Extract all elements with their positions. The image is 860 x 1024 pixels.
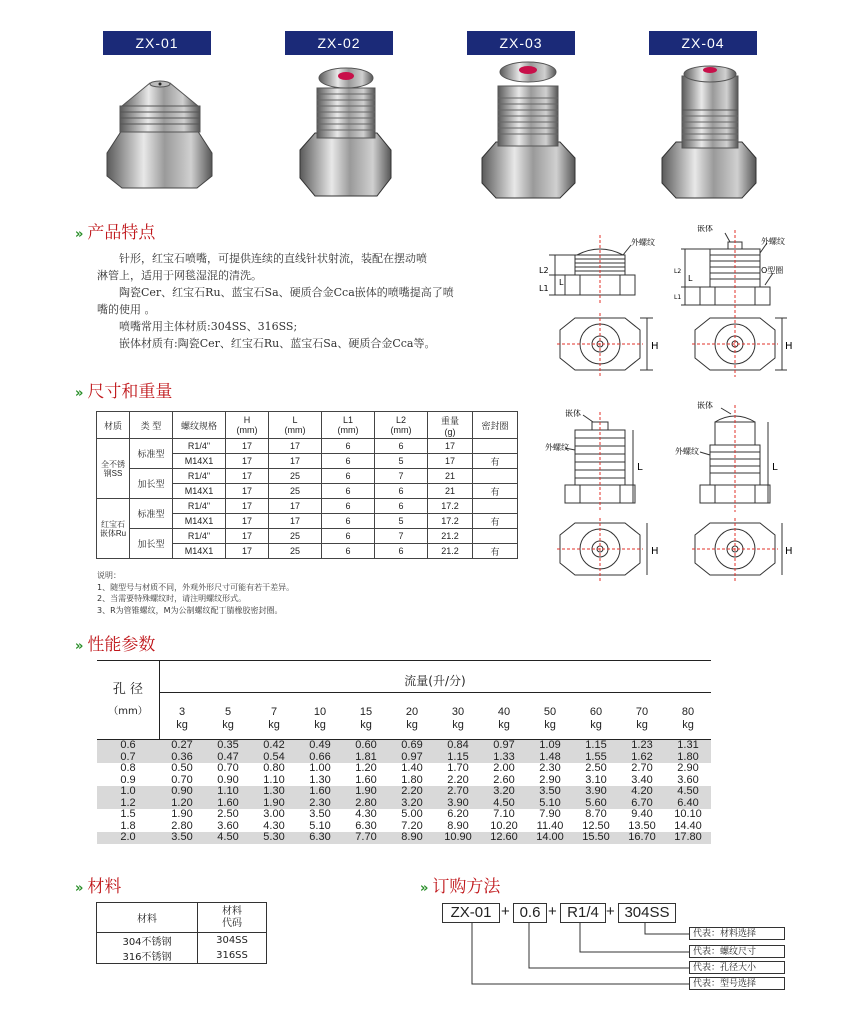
table-row: M14X1 17 17 6 5 17 有: [97, 454, 518, 469]
table-row: [97, 809, 711, 821]
flow-cell: 6.30: [297, 832, 343, 844]
flow-cell: 6.40: [665, 798, 711, 810]
bore-cell: 0.7: [97, 752, 159, 764]
table-row: [97, 763, 711, 775]
order-code-bore: 代表：孔径大小: [689, 961, 785, 974]
flow-cell: 4.50: [481, 798, 527, 810]
label-l: L: [559, 278, 564, 287]
flow-cell: 3.20: [389, 798, 435, 810]
drawing-extended: [535, 400, 795, 590]
label-outer-thread: 外螺纹: [675, 447, 699, 456]
flow-cell: 2.30: [297, 798, 343, 810]
flow-cell: 1.20: [355, 762, 377, 774]
chevron-icon: »: [420, 881, 427, 896]
flow-label: 流量(升/分): [404, 674, 466, 688]
bore-cell: 1.8: [120, 819, 136, 832]
bore-label: 孔 径: [112, 682, 144, 697]
flow-cell: 1.81: [343, 752, 389, 764]
flow-cell: 4.20: [619, 786, 665, 798]
label-h: H: [651, 546, 659, 557]
drawing-standard-side-top: [535, 225, 795, 395]
flow-cell: 3.10: [585, 773, 607, 786]
flow-cell: 2.80: [343, 798, 389, 810]
order-code-thread: 代表：螺纹尺寸: [689, 945, 785, 958]
flow-cell: 0.70: [171, 773, 193, 786]
chevron-icon: »: [75, 881, 82, 896]
pressure-header-cell: 7 kg: [268, 706, 280, 731]
label-insert: 嵌体: [565, 409, 581, 418]
table-row: 304不锈钢 304SS: [97, 933, 267, 949]
flow-cell: 0.47: [205, 752, 251, 764]
model-label-zx03: ZX-03: [467, 31, 575, 55]
section-title-dimensions: » 尺寸和重量: [75, 382, 173, 402]
flow-cell: 3.00: [263, 808, 285, 820]
pressure-header-cell: 80 kg: [681, 706, 695, 731]
flow-cell: 0.90: [159, 786, 205, 798]
features-line: 针形，红宝石喷嘴，可提供连续的直线针状射流，装配在摆动喷: [119, 252, 427, 265]
bore-cell: 1.0: [97, 786, 159, 798]
flow-cell: 1.90: [171, 808, 193, 820]
pressure-header-cell: 3 kg: [176, 706, 188, 731]
flow-cell: 1.80: [401, 773, 423, 786]
pressure-header-cell: 15 kg: [359, 706, 373, 731]
flow-cell: 1.33: [481, 752, 527, 764]
flow-cell: 2.00: [493, 762, 515, 774]
flow-cell: 10.90: [435, 832, 481, 844]
order-material: 304SS: [618, 903, 676, 923]
plus-sign: +: [548, 903, 557, 920]
flow-cell: 13.50: [628, 819, 656, 832]
flow-cell: 1.62: [619, 752, 665, 764]
flow-cell: 7.20: [401, 819, 423, 832]
flow-cell: 0.97: [481, 740, 527, 752]
bore-cell: 1.2: [97, 798, 159, 810]
type-cell: 标准型: [130, 499, 173, 529]
type-cell: 加长型: [130, 469, 173, 499]
material-cell: 全不锈钢SS: [97, 439, 130, 499]
dim-header: L (mm): [269, 412, 322, 439]
flow-cell: 0.80: [263, 762, 285, 774]
performance-table: [97, 740, 711, 844]
pressure-header: [159, 706, 711, 736]
flow-cell: 2.70: [435, 786, 481, 798]
flow-cell: 5.10: [309, 819, 331, 832]
label-outer-thread: 外螺纹: [761, 237, 785, 246]
flow-cell: 5.00: [401, 808, 423, 820]
flow-cell: 3.40: [631, 773, 653, 786]
flow-cell: 0.69: [389, 740, 435, 752]
table-row: 加长型 R1/4" 17 25 6 7 21.2: [97, 529, 518, 544]
flow-cell: 5.30: [251, 832, 297, 844]
flow-cell: 1.09: [527, 740, 573, 752]
label-l1: L1: [539, 284, 549, 293]
dim-header: 重量 (g): [428, 412, 473, 439]
table-row: 全不锈钢SS 标准型 R1/4" 17 17 6 6 17: [97, 439, 518, 454]
bore-unit: （mm）: [108, 706, 148, 717]
flow-cell: 2.60: [493, 773, 515, 786]
label-h: H: [785, 546, 793, 557]
flow-cell: 0.27: [159, 740, 205, 752]
flow-cell: 0.66: [297, 752, 343, 764]
note-line: 说明：: [97, 571, 121, 580]
flow-cell: 0.54: [251, 752, 297, 764]
nozzle-photo-zx04: [660, 58, 760, 208]
table-row: 红宝石嵌体Ru 标准型 R1/4" 17 17 6 6 17.2: [97, 499, 518, 514]
flow-cell: 2.50: [217, 808, 239, 820]
pressure-header-cell: 20 kg: [405, 706, 419, 731]
dimensions-table: [96, 411, 518, 559]
flow-cell: 0.36: [159, 752, 205, 764]
mat-header: 材料: [97, 903, 198, 933]
flow-cell: 6.70: [619, 798, 665, 810]
label-l: L: [772, 462, 778, 473]
flow-cell: 1.90: [251, 798, 297, 810]
dim-header: 密封圈: [473, 412, 518, 439]
flow-cell: 3.60: [677, 773, 699, 786]
flow-cell: 4.50: [665, 786, 711, 798]
flow-cell: 8.90: [389, 832, 435, 844]
note-line: 2、当需要特殊螺纹时，请注明螺纹形式。: [97, 594, 247, 603]
section-title-performance: » 性能参数: [75, 635, 156, 655]
flow-cell: 10.20: [490, 819, 518, 832]
flow-cell: 1.90: [343, 786, 389, 798]
order-bore: 0.6: [513, 903, 547, 923]
note-line: 3、R为管锥螺纹，M为公制螺纹配丁腈橡胶密封圈。: [97, 605, 283, 615]
dim-header: 材质: [97, 412, 130, 439]
flow-cell: 1.15: [573, 740, 619, 752]
flow-cell: 2.80: [171, 819, 193, 832]
order-model: ZX-01: [442, 903, 500, 923]
section-title-materials: » 材料: [75, 877, 122, 897]
pressure-header-cell: 40 kg: [497, 706, 511, 731]
flow-cell: 2.20: [447, 773, 469, 786]
flow-cell: 1.60: [205, 798, 251, 810]
flow-cell: 4.30: [263, 819, 285, 832]
flow-cell: 12.50: [582, 819, 610, 832]
flow-cell: 2.20: [389, 786, 435, 798]
chevron-icon: »: [75, 639, 82, 654]
flow-cell: 2.30: [539, 762, 561, 774]
flow-cell: 8.70: [585, 808, 607, 820]
type-cell: 标准型: [130, 439, 173, 469]
dim-header: L1 (mm): [322, 412, 375, 439]
flow-cell: 6.20: [447, 808, 469, 820]
dimensions-notes: [97, 570, 294, 616]
flow-cell: 10.10: [674, 808, 702, 820]
pressure-header-cell: 5 kg: [222, 706, 234, 731]
bore-cell: 0.9: [120, 773, 136, 786]
flow-cell: 1.60: [355, 773, 377, 786]
materials-table: [96, 902, 267, 964]
flow-cell: 1.80: [665, 752, 711, 764]
pressure-header-cell: 50 kg: [543, 706, 557, 731]
plus-sign: +: [606, 903, 615, 920]
order-thread: R1/4: [560, 903, 606, 923]
table-row: [97, 740, 711, 752]
label-insert: 嵌体: [697, 225, 713, 233]
flow-cell: 15.50: [573, 832, 619, 844]
flow-cell: 0.42: [251, 740, 297, 752]
flow-cell: 3.90: [435, 798, 481, 810]
label-l: L: [637, 462, 643, 473]
order-leader-lines: [440, 920, 700, 1000]
note-line: 1、随型号与材质不同，外观外形尺寸可能有若干差异。: [97, 582, 295, 592]
flow-cell: 3.60: [217, 819, 239, 832]
section-title-features: » 产品特点: [75, 223, 156, 243]
chevron-icon: »: [75, 227, 82, 242]
flow-cell: 8.90: [447, 819, 469, 832]
flow-cell: 0.90: [217, 773, 239, 786]
flow-cell: 0.50: [171, 762, 193, 774]
flow-cell: 6.30: [355, 819, 377, 832]
pressure-header-cell: 60 kg: [589, 706, 603, 731]
model-label-zx02: ZX-02: [285, 31, 393, 55]
flow-cell: 4.50: [205, 832, 251, 844]
flow-cell: 0.60: [343, 740, 389, 752]
features-line: 嵌体材质有:陶瓷Cer、红宝石Ru、蓝宝石Sa、硬质合金Cca等。: [119, 337, 436, 350]
flow-cell: 1.31: [665, 740, 711, 752]
flow-cell: 3.50: [159, 832, 205, 844]
flow-cell: 3.20: [481, 786, 527, 798]
flow-cell: 11.40: [536, 819, 564, 832]
nozzle-photo-zx02: [295, 58, 395, 208]
model-label-zx01: ZX-01: [103, 31, 211, 55]
mat-header: 材料 代码: [198, 903, 267, 933]
label-l: L: [688, 274, 693, 283]
flow-cell: 5.10: [527, 798, 573, 810]
flow-cell: 1.00: [309, 762, 331, 774]
rule: [159, 692, 711, 693]
table-row: M14X1 17 25 6 6 21.2 有: [97, 544, 518, 559]
flow-cell: 1.55: [573, 752, 619, 764]
nozzle-photo-zx03: [476, 58, 581, 208]
dim-header: 类 型: [130, 412, 173, 439]
flow-cell: 7.10: [493, 808, 515, 820]
flow-cell: 2.90: [539, 773, 561, 786]
dim-header: L2 (mm): [375, 412, 428, 439]
dim-header: 螺纹规格: [173, 412, 226, 439]
label-h: H: [785, 341, 793, 352]
flow-cell: 2.70: [631, 762, 653, 774]
label-l2: L2: [674, 268, 682, 275]
flow-cell: 12.60: [481, 832, 527, 844]
flow-cell: 1.60: [297, 786, 343, 798]
features-text: [97, 250, 497, 352]
flow-cell: 17.80: [665, 832, 711, 844]
flow-cell: 4.30: [355, 808, 377, 820]
flow-cell: 1.40: [401, 762, 423, 774]
flow-cell: 7.70: [343, 832, 389, 844]
flow-cell: 1.30: [309, 773, 331, 786]
bore-cell: 0.8: [120, 762, 136, 774]
flow-cell: 9.40: [631, 808, 653, 820]
flow-cell: 7.90: [539, 808, 561, 820]
bore-cell: 0.6: [97, 740, 159, 752]
order-code-model: 代表：型号选择: [689, 977, 785, 990]
flow-cell: 0.49: [297, 740, 343, 752]
label-outer-thread: 外螺纹: [545, 443, 569, 452]
flow-cell: 0.35: [205, 740, 251, 752]
type-cell: 加长型: [130, 529, 173, 559]
table-row: [97, 832, 711, 844]
flow-cell: 1.23: [619, 740, 665, 752]
pressure-header-cell: 30 kg: [451, 706, 465, 731]
flow-cell: 1.10: [263, 773, 285, 786]
label-l1: L1: [674, 294, 682, 301]
flow-cell: 3.90: [573, 786, 619, 798]
flow-cell: 1.15: [435, 752, 481, 764]
chevron-icon: »: [75, 386, 82, 401]
flow-cell: 1.70: [447, 762, 469, 774]
flow-cell: 5.60: [573, 798, 619, 810]
features-line: 陶瓷Cer、红宝石Ru、蓝宝石Sa、硬质合金Cca嵌体的喷嘴提高了喷: [119, 286, 454, 299]
table-row: 加长型 R1/4" 17 25 6 7 21: [97, 469, 518, 484]
material-cell: 红宝石嵌体Ru: [97, 499, 130, 559]
table-row: M14X1 17 17 6 5 17.2 有: [97, 514, 518, 529]
label-h: H: [651, 341, 659, 352]
label-outer-thread: 外螺纹: [631, 238, 655, 247]
label-insert: 嵌体: [697, 401, 713, 410]
flow-cell: 1.10: [205, 786, 251, 798]
order-code-material: 代表：材料选择: [689, 927, 785, 940]
pressure-header-cell: 70 kg: [635, 706, 649, 731]
bore-cell: 2.0: [97, 832, 159, 844]
table-row: M14X1 17 25 6 6 21 有: [97, 484, 518, 499]
pressure-header-cell: 10 kg: [313, 706, 327, 731]
table-row: [97, 786, 711, 798]
model-label-zx04: ZX-04: [649, 31, 757, 55]
flow-cell: 1.48: [527, 752, 573, 764]
flow-cell: 16.70: [619, 832, 665, 844]
flow-cell: 3.50: [527, 786, 573, 798]
rule: [97, 660, 711, 661]
flow-cell: 14.40: [674, 819, 702, 832]
flow-cell: 0.84: [435, 740, 481, 752]
table-row: 316不锈钢 316SS: [97, 948, 267, 964]
flow-cell: 0.97: [389, 752, 435, 764]
flow-cell: 14.00: [527, 832, 573, 844]
plus-sign: +: [501, 903, 510, 920]
flow-cell: 1.20: [159, 798, 205, 810]
nozzle-photo-zx01: [102, 58, 217, 198]
section-title-order: » 订购方法: [420, 877, 501, 897]
flow-cell: 2.90: [677, 762, 699, 774]
label-l2: L2: [539, 266, 549, 275]
flow-cell: 2.50: [585, 762, 607, 774]
features-line: 淋管上，适用于网毯湿混的清洗。: [97, 269, 262, 282]
dim-header: H (mm): [226, 412, 269, 439]
features-line: 喷嘴常用主体材质:304SS、316SS;: [119, 320, 298, 333]
label-o-ring: O型圈: [761, 266, 784, 275]
flow-cell: 3.50: [309, 808, 331, 820]
flow-cell: 1.30: [251, 786, 297, 798]
features-line: 嘴的使用 。: [97, 303, 156, 316]
bore-cell: 1.5: [120, 808, 136, 820]
flow-cell: 0.70: [217, 762, 239, 774]
